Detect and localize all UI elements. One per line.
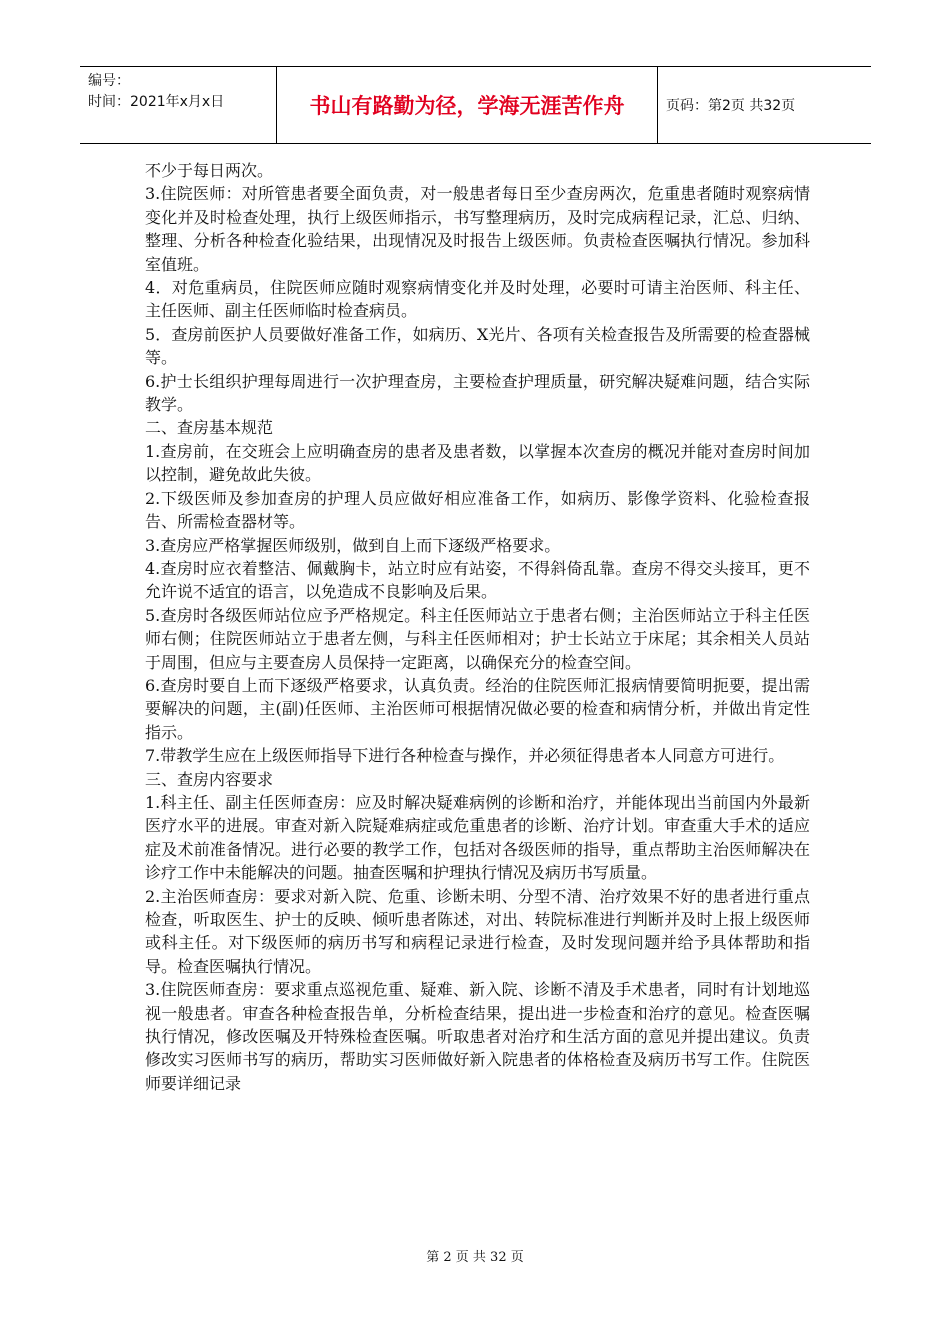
paragraph: 1.查房前，在交班会上应明确查房的患者及患者数，以掌握本次查房的概况并能对查房时间加以控制，避免故此失彼。 — [145, 441, 810, 485]
paragraph: 3.住院医师：对所管患者要全面负责，对一般患者每日至少查房两次，危重患者随时观察病情变化并及时检查处理，执行上级医师指示，书写整理病历，及时完成病程记录，汇总、归纳、整理、分析各种检查化验结果，出现情况及时报告上级医师。负责检查医嘱执行情况。参加科室值班。 — [145, 184, 810, 274]
paragraph: 2.主治医师查房：要求对新入院、危重、诊断未明、分型不清、治疗效果不好的患者进行重点检查，听取医生、护士的反映、倾听患者陈述，对出、转院标准进行判断并及时上报上级医师或科主任。对下级医师的病历书写和病程记录进行检查，及时发现问题并给予具体帮助和指导。检查医嘱执行情况。 — [145, 886, 810, 976]
number-label: 编号： — [88, 73, 130, 89]
paragraph: 2.下级医师及参加查房的护理人员应做好相应准备工作，如病历、影像学资料、化验检查报告、所需检查器材等。 — [145, 488, 810, 532]
paragraph: 4.查房时应衣着整洁、佩戴胸卡，站立时应有站姿，不得斜倚乱靠。查房不得交头接耳，更不允许说不适宜的语言，以免造成不良影响及后果。 — [145, 558, 810, 602]
paragraph: 不少于每日两次。 — [145, 161, 274, 180]
page-label: 页码：第2页 共32页 — [666, 98, 796, 114]
motto: 书山有路勤为径，学海无涯苦作舟 — [277, 67, 658, 143]
paragraph: 5.查房时各级医师站位应予严格规定。科主任医师站立于患者右侧；主治医师站立于科主任医师右侧；住院医师站立于患者左侧，与科主任医师相对；护士长站立于床尾；其余相关人员站于周围，但应与主要查房人员保持一定距离，以确保充分的检查空间。 — [145, 605, 810, 672]
paragraph: 3.查房应严格掌握医师级别，做到自上而下逐级严格要求。 — [145, 535, 561, 555]
paragraph: 6.查房时要自上而下逐级严格要求，认真负责。经治的住院医师汇报病情要简明扼要，提出需要解决的问题，主(副)任医师、主治医师可根据情况做必要的检查和病情分析，并做出肯定性指示。 — [145, 675, 810, 742]
paragraph: 1.科主任、副主任医师查房：应及时解决疑难病例的诊断和治疗，并能体现出当前国内外最新医疗水平的进展。审查对新入院疑难病症或危重患者的诊断、治疗计划。审查重大手术的适应症及术前准备情况。进行必要的教学工作，包括对各级医师的指导，重点帮助主治医师解决在诊疗工作中未能解决的问题。抽查医嘱和护理执行情况及病历书写质量。 — [145, 792, 810, 883]
section-heading: 二、查房基本规范 — [145, 418, 274, 438]
page-footer: 第 2 页 共 32 页 — [426, 1250, 524, 1265]
document-header — [80, 66, 871, 144]
paragraph: 3.住院医师查房：要求重点巡视危重、疑难、新入院、诊断不清及手术患者，同时有计划地巡视一般患者。审查各种检查报告单，分析检查结果，提出进一步检查和治疗的意见。检查医嘱执行情况，修改医嘱及开特殊检查医嘱。听取患者对治疗和生活方面的意见并提出建议。负责修改实习医师书写的病历，帮助实习医师做好新入院患者的体格检查及病历书写工作。住院医师要详细记录 — [145, 980, 810, 1093]
paragraph: 7.带教学生应在上级医师指导下进行各种检查与操作，并必须征得患者本人同意方可进行。 — [145, 746, 785, 766]
paragraph: 6.护士长组织护理每周进行一次护理查房，主要检查护理质量，研究解决疑难问题，结合实际教学。 — [145, 371, 810, 415]
header-meta — [80, 67, 277, 143]
document-body — [145, 159, 810, 1095]
paragraph: 5．查房前医护人员要做好准备工作，如病历、X光片、各项有关检查报告及所需要的检查器械等。 — [145, 324, 810, 368]
paragraph: 4．对危重病员，住院医师应随时观察病情变化并及时处理，必要时可请主治医师、科主任、主任医师、副主任医师临时检查病员。 — [145, 278, 810, 321]
section-heading: 三、查房内容要求 — [145, 769, 274, 789]
time-label: 时间：2021年x月x日 — [88, 94, 225, 110]
